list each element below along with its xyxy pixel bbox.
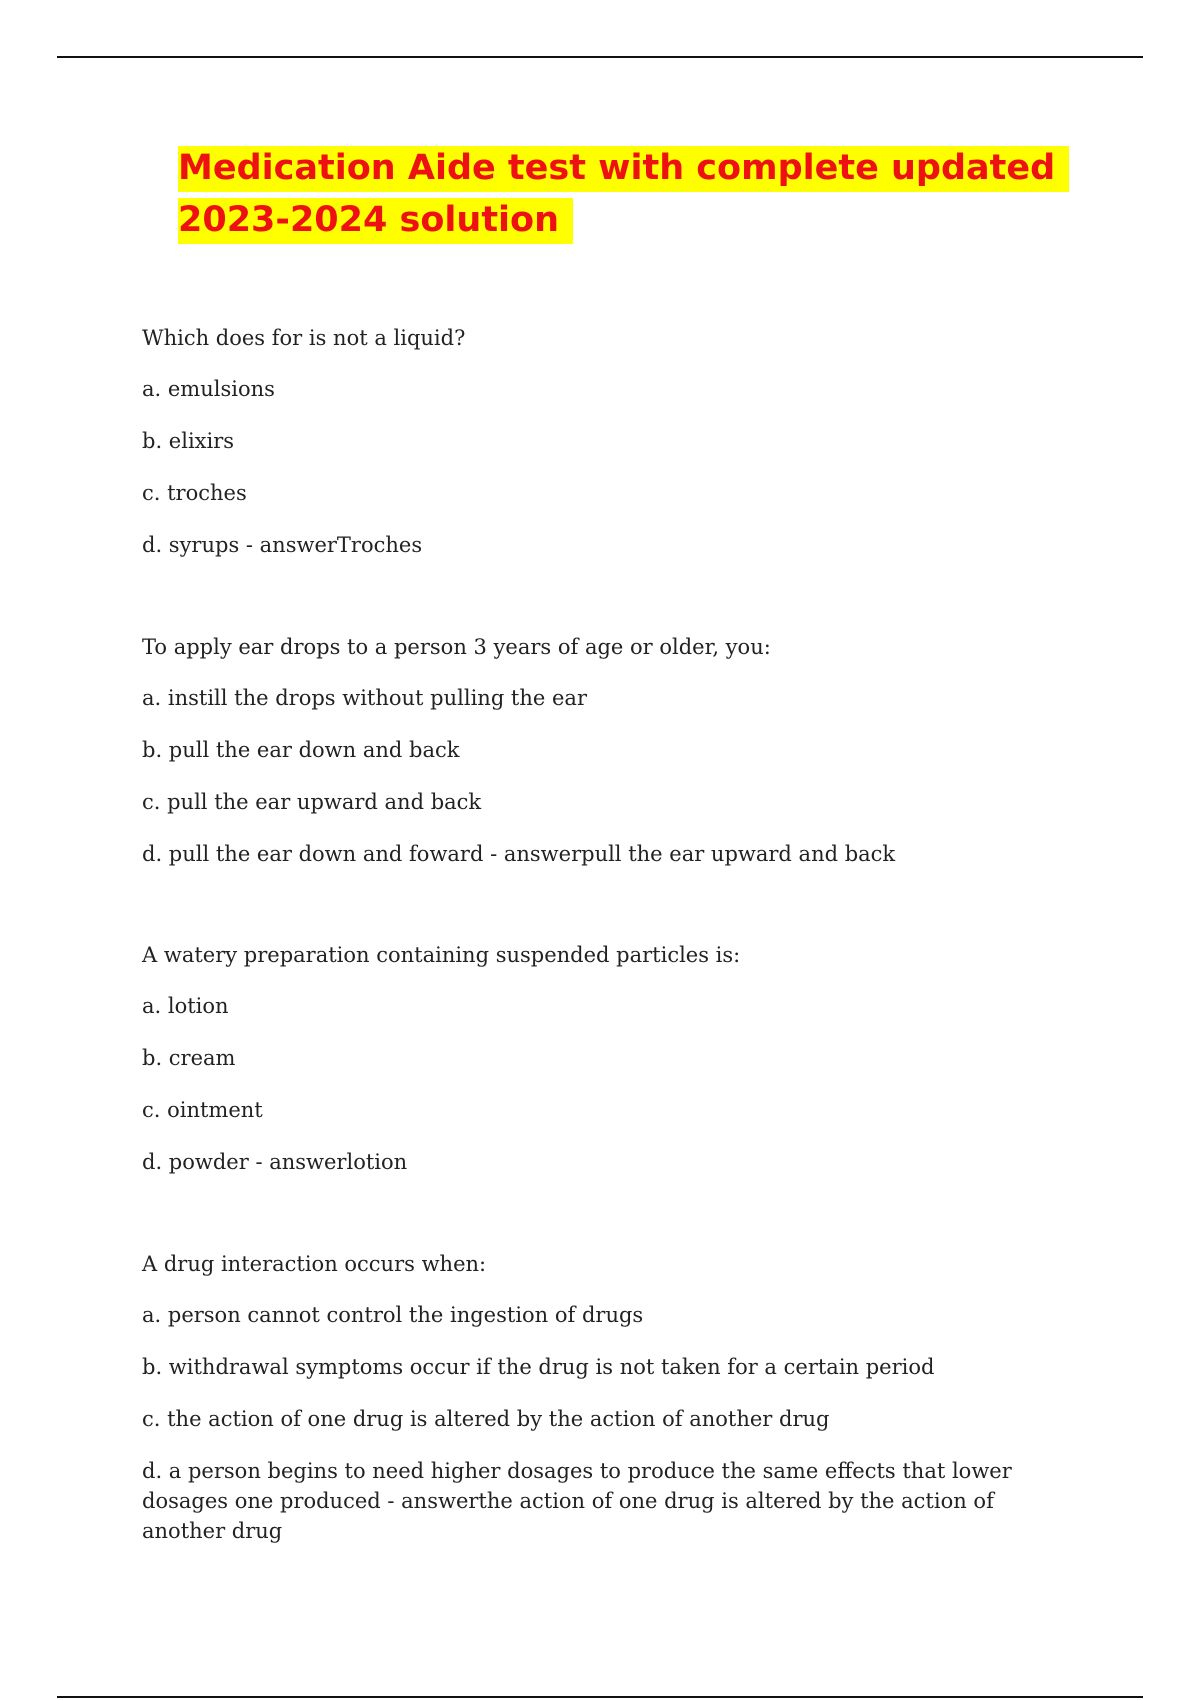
question-1 xyxy=(142,323,1062,560)
title-line-1: Medication Aide test with complete updated xyxy=(178,146,1069,192)
answer-option-b: b. pull the ear down and back xyxy=(142,738,460,762)
answer-option-c: c. troches xyxy=(142,481,247,505)
answer-option-d: d. powder - answerlotion xyxy=(142,1150,408,1174)
question-3 xyxy=(142,940,1062,1177)
answer-option-c: c. pull the ear upward and back xyxy=(142,790,482,814)
title-line-2: 2023-2024 solution xyxy=(178,198,573,244)
question-4 xyxy=(142,1249,1062,1546)
answer-option-a: a. lotion xyxy=(142,994,229,1018)
document-title xyxy=(178,142,1078,246)
answer-option-d: d. syrups - answerTroches xyxy=(142,533,423,557)
question-stem: Which does for is not a liquid? xyxy=(142,326,466,350)
answer-option-a: a. instill the drops without pulling the ear xyxy=(142,686,587,710)
answer-option-c: c. the action of one drug is altered by the action of another drug xyxy=(142,1407,830,1431)
answer-option-c: c. ointment xyxy=(142,1098,263,1122)
answer-option-b: b. cream xyxy=(142,1046,236,1070)
answer-option-a: a. emulsions xyxy=(142,377,275,401)
answer-option-d: d. a person begins to need higher dosages to produce the same effects that lower dosages one produced - answerthe action of one drug is altered by the action of another drug xyxy=(142,1459,1012,1543)
answer-option-b: b. elixirs xyxy=(142,429,235,453)
page-bottom-rule xyxy=(57,1696,1143,1698)
answer-option-b: b. withdrawal symptoms occur if the drug is not taken for a certain period xyxy=(142,1355,935,1379)
question-2 xyxy=(142,632,1062,869)
answer-option-a: a. person cannot control the ingestion of drugs xyxy=(142,1303,644,1327)
question-stem: A drug interaction occurs when: xyxy=(142,1252,487,1276)
page-top-rule xyxy=(57,56,1143,58)
question-stem: To apply ear drops to a person 3 years of age or older, you: xyxy=(142,635,771,659)
question-stem: A watery preparation containing suspended particles is: xyxy=(142,943,741,967)
answer-option-d: d. pull the ear down and foward - answerpull the ear upward and back xyxy=(142,842,896,866)
